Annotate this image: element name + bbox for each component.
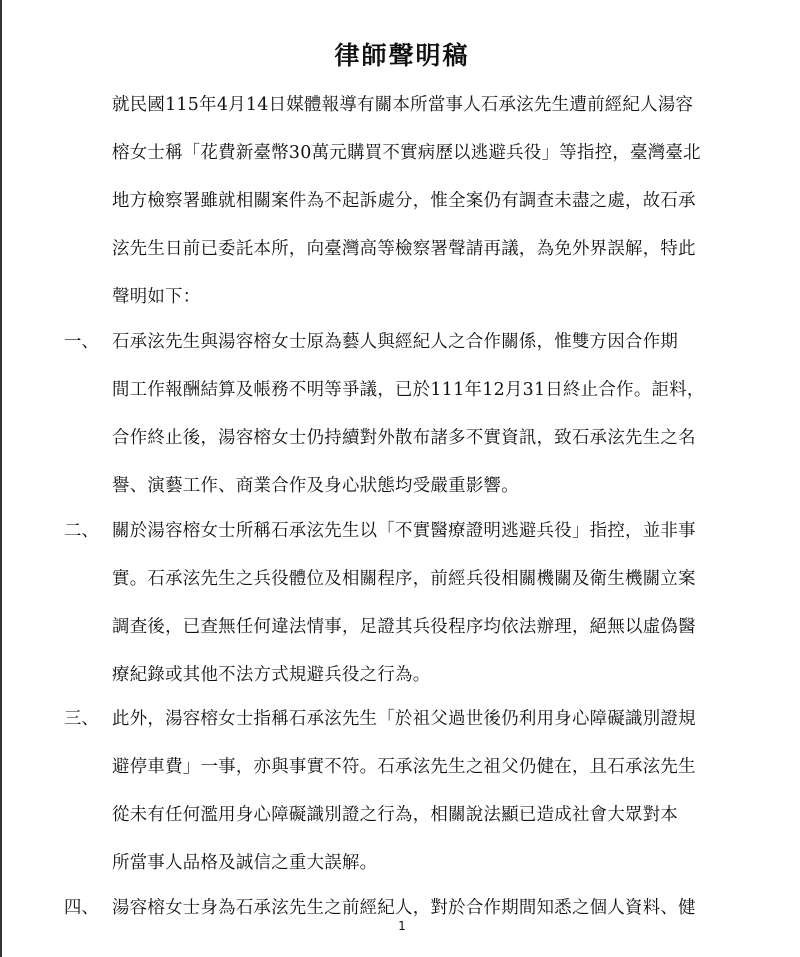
- item-line: 所當事人品格及誠信之重大誤解。: [112, 853, 378, 873]
- item-line: 間工作報酬結算及帳務不明等爭議，已於111年12月31日終止合作。詎料，: [112, 380, 705, 400]
- item-paragraph-1: [112, 330, 712, 522]
- item-paragraph-2: [112, 519, 712, 711]
- item-line: 合作終止後，湯容榕女士仍持續對外散布諸多不實資訊，致石承泫先生之名: [112, 428, 696, 448]
- intro-line: 聲明如下：: [112, 287, 201, 307]
- intro-line: 泫先生日前已委託本所，向臺灣高等檢察署聲請再議，為免外界誤解，特此: [112, 239, 696, 259]
- item-line: 石承泫先生與湯容榕女士原為藝人與經紀人之合作關係，惟雙方因合作期: [112, 332, 679, 352]
- item-paragraph-4: [112, 896, 712, 920]
- item-line: 此外，湯容榕女士指稱石承泫先生「於祖父過世後仍利用身心障礙識別證規: [112, 709, 696, 729]
- item-line: 譽、演藝工作、商業合作及身心狀態均受嚴重影響。: [112, 476, 519, 496]
- document-title: 律師聲明稿: [334, 41, 470, 70]
- item-line: 關於湯容榕女士所稱石承泫先生以「不實醫療證明逃避兵役」指控，並非事: [112, 521, 696, 541]
- item-line: 實。石承泫先生之兵役體位及相關程序，前經兵役相關機關及衛生機關立案: [112, 569, 696, 589]
- item-number-4: 四、: [64, 898, 99, 918]
- item-line: 避停車費」一事，亦與事實不符。石承泫先生之祖父仍健在，且石承泫先生: [112, 757, 696, 777]
- item-line: 湯容榕女士身為石承泫先生之前經紀人，對於合作期間知悉之個人資料、健: [112, 898, 696, 918]
- intro-line: 就民國115年4月14日媒體報導有關本所當事人石承泫先生遭前經紀人湯容: [112, 95, 694, 115]
- intro-line: 地方檢察署雖就相關案件為不起訴處分，惟全案仍有調查未盡之處，故石承: [112, 191, 696, 211]
- item-paragraph-3: [112, 707, 712, 899]
- intro-line: 榕女士稱「花費新臺幣30萬元購買不實病歷以逃避兵役」等指控，臺灣臺北: [112, 143, 701, 163]
- item-line: 調查後，已查無任何違法情事，足證其兵役程序均依法辦理，絕無以虛偽醫: [112, 617, 696, 637]
- item-line: 從未有任何濫用身心障礙識別證之行為，相關說法顯已造成社會大眾對本: [112, 805, 679, 825]
- item-number-3: 三、: [64, 709, 99, 729]
- page-number: 1: [398, 919, 406, 933]
- item-line: 療紀錄或其他不法方式規避兵役之行為。: [112, 665, 431, 685]
- item-number-2: 二、: [64, 521, 99, 541]
- item-number-1: 一、: [64, 332, 99, 352]
- intro-paragraph: [112, 93, 712, 333]
